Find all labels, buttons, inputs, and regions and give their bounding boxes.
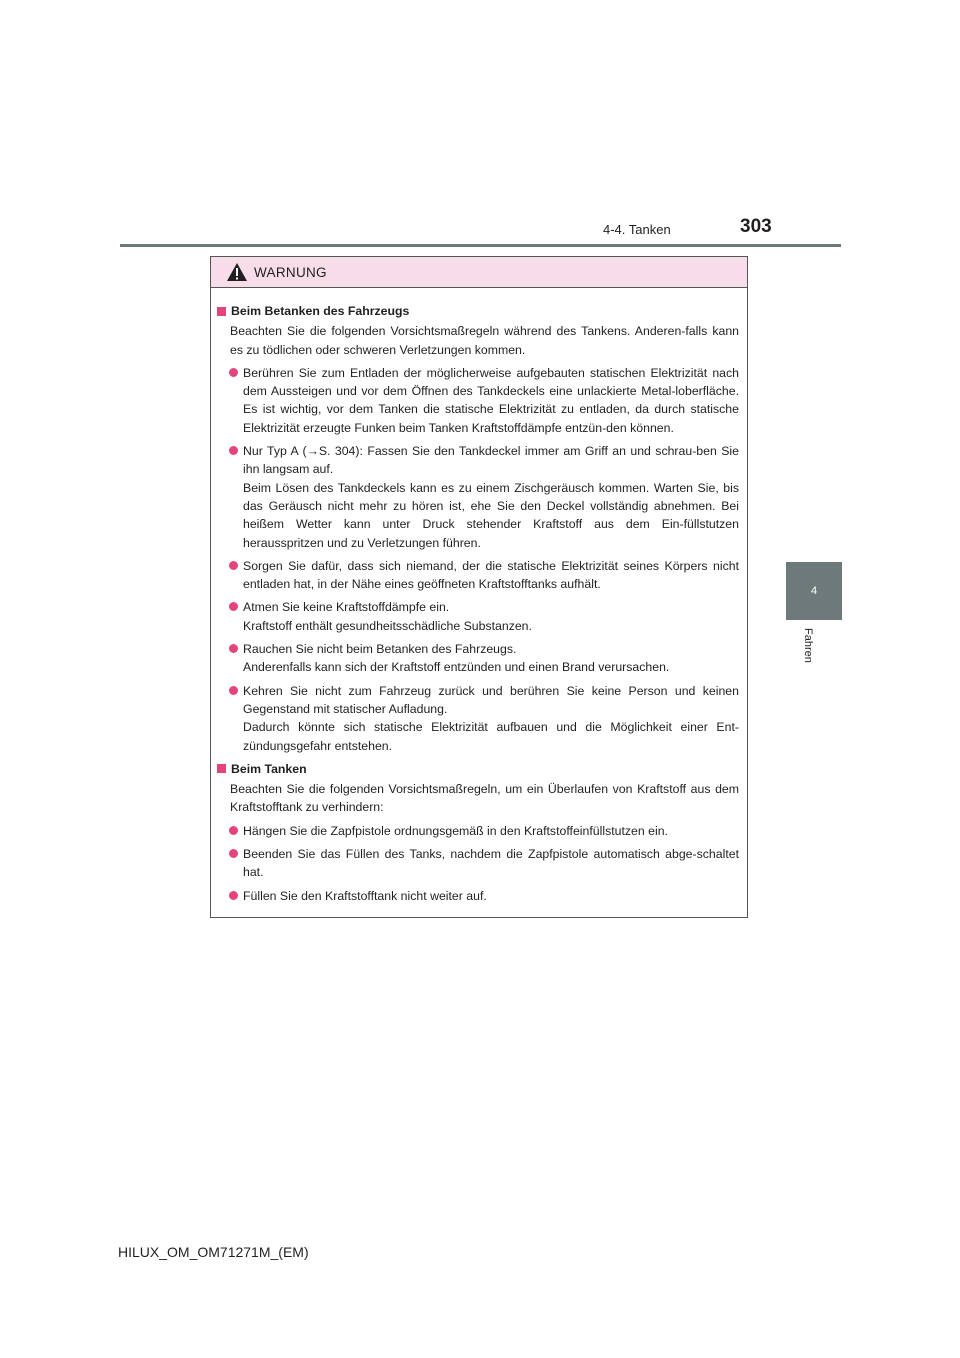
- chapter-label: [786, 622, 842, 682]
- warning-section-heading: [217, 760, 741, 778]
- list-item-text: Hängen Sie die Zapfpistole ordnungsgemäß in den Kraftstoffeinfüllstutzen ein.: [243, 823, 668, 838]
- list-item: [217, 845, 741, 882]
- list-item: [217, 598, 741, 635]
- list-item-text: Nur Typ A (→S. 304): Fassen Sie den Tankdeckel immer am Griff an und schrau-ben Sie ihn langsam auf.: [243, 444, 739, 477]
- round-bullet-icon: [229, 446, 238, 455]
- round-bullet-icon: [229, 826, 238, 835]
- list-item-text: Dadurch könnte sich statische Elektrizität aufbauen und die Möglichkeit einer Ent-zündungsgefahr entstehen.: [243, 720, 739, 753]
- list-item: [217, 682, 741, 755]
- header-section-title: 4-4. Tanken: [603, 222, 671, 237]
- warning-triangle-icon: [226, 262, 248, 282]
- square-bullet-icon: [217, 307, 226, 316]
- footer-document-code: HILUX_OM_OM71271M_(EM): [118, 1244, 309, 1260]
- warning-body: [211, 288, 747, 905]
- list-item: [217, 640, 741, 677]
- round-bullet-icon: [229, 368, 238, 377]
- warning-title: WARNUNG: [254, 264, 327, 280]
- warning-header: [211, 257, 747, 288]
- section-intro: Beachten Sie die folgenden Vorsichtsmaßregeln, um ein Überlaufen von Kraftstoff aus dem Kraftstofftank zu verhindern:: [230, 782, 739, 815]
- list-item: [217, 442, 741, 552]
- header-rule: [120, 244, 841, 247]
- list-item-text: Füllen Sie den Kraftstofftank nicht weiter auf.: [243, 888, 487, 903]
- square-bullet-icon: [217, 764, 226, 773]
- section-intro: Beachten Sie die folgenden Vorsichtsmaßregeln während des Tankens. Anderen-falls kann es zu tödlichen oder schweren Verletzungen kommen.: [230, 324, 739, 357]
- list-item-text: Berühren Sie zum Entladen der möglicherweise aufgebauten statischen Elektrizität nach dem Aussteigen und vor dem Öffnen des Tankdeckels eine unlackierte Metal-loberfläche. Es ist wichtig, vor dem Tanken die statische Elektrizität zu entladen, da durch statische Elektrizität erzeugte Funken beim Tanken Kraftstoffdämpfe entzün-den können.: [243, 365, 739, 435]
- page-number: 303: [740, 216, 772, 237]
- list-item-text: Kehren Sie nicht zum Fahrzeug zurück und berühren Sie keine Person und keinen Gegenstand mit statischer Aufladung.: [243, 683, 739, 716]
- round-bullet-icon: [229, 644, 238, 653]
- section-heading-text: Beim Tanken: [231, 761, 307, 776]
- list-item-text: Rauchen Sie nicht beim Betanken des Fahrzeugs.: [243, 642, 517, 657]
- list-item-text: Beenden Sie das Füllen des Tanks, nachdem die Zapfpistole automatisch abge-schaltet hat.: [243, 847, 739, 880]
- list-item-text: Atmen Sie keine Kraftstoffdämpfe ein.: [243, 600, 450, 615]
- list-item-text: Anderenfalls kann sich der Kraftstoff entzünden und einen Brand verursachen.: [243, 660, 670, 675]
- round-bullet-icon: [229, 602, 238, 611]
- chapter-tab: [786, 562, 842, 620]
- list-item-text: Kraftstoff enthält gesundheitsschädliche Substanzen.: [243, 618, 532, 633]
- section-heading-text: Beim Betanken des Fahrzeugs: [231, 304, 410, 318]
- list-item: [217, 557, 741, 594]
- chapter-title: Fahren: [802, 628, 814, 663]
- list-item: [217, 364, 741, 437]
- round-bullet-icon: [229, 686, 238, 695]
- warning-box: [210, 256, 748, 918]
- warning-section-heading: [217, 302, 741, 320]
- chapter-number: 4: [810, 585, 818, 597]
- list-item: [217, 887, 741, 905]
- round-bullet-icon: [229, 561, 238, 570]
- round-bullet-icon: [229, 891, 238, 900]
- list-item-text: Beim Lösen des Tankdeckels kann es zu einem Zischgeräusch kommen. Warten Sie, bis das Geräusch nicht mehr zu hören ist, ehe Sie den Deckel vollständig abnehmen. Bei heißem Wetter kann unter Druck stehender Kraftstoff aus dem Ein-füllstutzen herausspritzen und zu Verletzungen führen.: [243, 480, 739, 550]
- list-item-text: Sorgen Sie dafür, dass sich niemand, der die statische Elektrizität seines Körpers nicht entladen hat, in der Nähe eines geöffneten Kraftstofftanks aufhält.: [243, 558, 739, 592]
- list-item: [217, 822, 741, 840]
- round-bullet-icon: [229, 849, 238, 858]
